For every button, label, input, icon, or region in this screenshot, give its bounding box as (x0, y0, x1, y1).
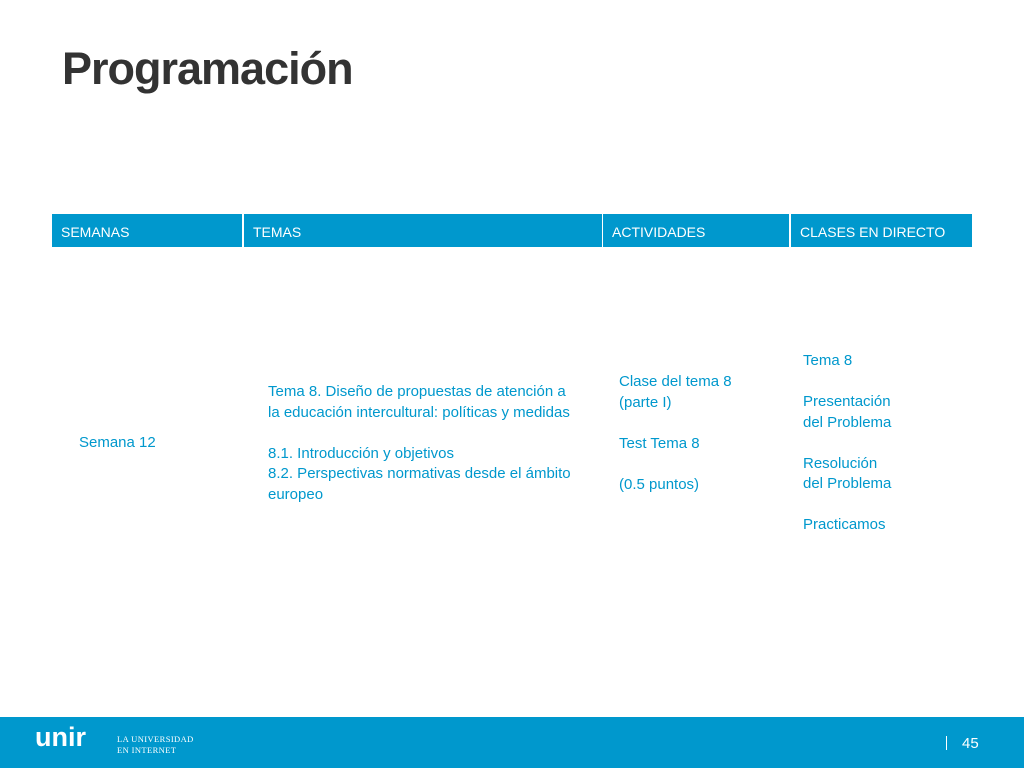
table-header-row (52, 214, 972, 247)
clase-presentacion-line1: Presentación (803, 393, 891, 410)
clase-tema-text: Tema (803, 352, 844, 369)
tema-title-line1: Tema 8. Diseño de propuestas de atención a (268, 383, 566, 400)
actividad-test (619, 434, 732, 455)
actividad-test-text: Test Tema (619, 434, 692, 452)
schedule-table (52, 214, 972, 570)
unir-logo (35, 722, 205, 761)
clase-tema (803, 351, 891, 372)
page-number: 45 (962, 735, 979, 752)
tema-title-line2: la educación intercultural: políticas y medidas (268, 403, 570, 421)
actividad-clase-line1: Clase del tema 8 (619, 373, 732, 390)
logo-tagline-line2: EN INTERNET (117, 745, 177, 755)
clase-tema-number: 8 (843, 352, 853, 369)
clase-resolucion-line2: del Problema (803, 475, 892, 492)
clases-en-directo-cell (803, 351, 891, 536)
actividad-test-number: 8 (691, 434, 700, 452)
clase-resolucion-line1: Resolución (803, 454, 878, 472)
semana-label: Semana 12 (79, 434, 156, 451)
logo-tagline-line1: LA UNIVERSIDAD (117, 734, 194, 744)
header-temas: TEMAS (244, 214, 602, 247)
actividades-cell (619, 372, 732, 495)
tema-item-1: 8.1. Introducción y objetivos (268, 444, 454, 462)
clase-presentacion-line2: del Problema (803, 413, 892, 431)
tema-item-2-line2: europeo (268, 485, 324, 503)
header-actividades: ACTIVIDADES (603, 214, 789, 247)
actividad-puntos: (0.5 puntos) (619, 475, 700, 493)
tema-item-2-line1: 8.2. Perspectivas normativas desde el ámbito (268, 465, 571, 482)
temas-cell (268, 382, 571, 505)
logo-wordmark: unir (35, 722, 86, 752)
actividad-clase-line2: (parte I) (619, 393, 672, 411)
header-semanas: SEMANAS (52, 214, 242, 247)
header-clases-en-directo: CLASES EN DIRECTO (791, 214, 972, 247)
footer-bar (0, 717, 1024, 768)
page-number-divider (946, 736, 947, 750)
slide-title: Programación (62, 43, 353, 94)
semana-cell (79, 433, 156, 454)
clase-practicamos: Practicamos (803, 516, 886, 533)
